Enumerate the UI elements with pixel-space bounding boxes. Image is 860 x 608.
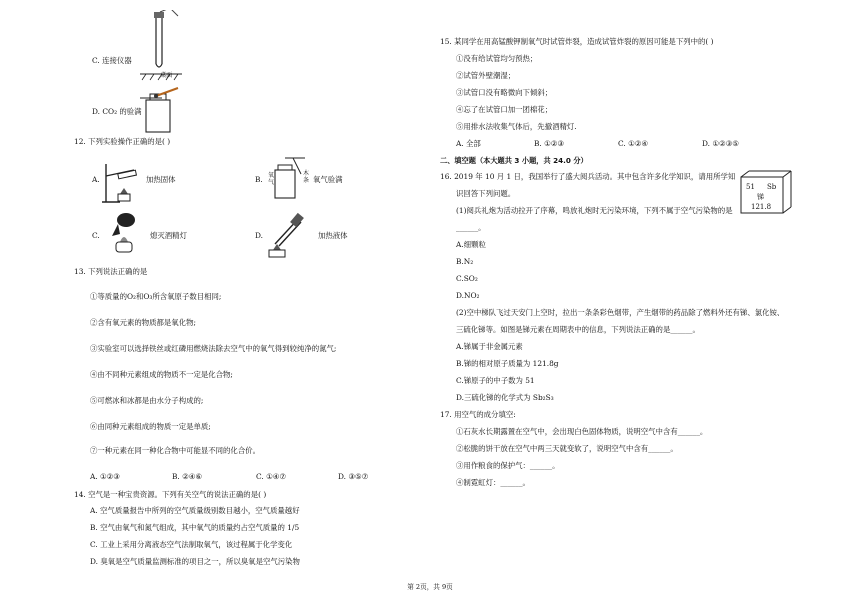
q12d-caption: 加热液体 xyxy=(318,231,348,240)
q13-item-6: ⑥由同种元素组成的物质一定是单质; xyxy=(90,422,211,431)
q17-item-1: ①石灰水长期露置在空气中，会出现白色固体物质，说明空气中含有______。 xyxy=(456,427,708,436)
q12-stem: 12. 下列实验操作正确的是( ) xyxy=(74,137,171,146)
q11c-label: C. 连接仪器 xyxy=(92,56,132,65)
q16-part2: (2)空中梯队飞过天安门上空时，拉出一条条彩色烟带，产生烟带的药品除了燃料外还有锑、氯化铵、 xyxy=(456,308,785,317)
q14-option-b: B. 空气由氧气和氮气组成，其中氧气的质量约占空气质量的 1/5 xyxy=(90,523,300,532)
q14-stem: 14. 空气是一种宝贵资源。下列有关空气的说法正确的是( ) xyxy=(74,490,267,499)
q15-stem: 15. 某同学在用高锰酸钾制氧气时试管炸裂，造成试管炸裂的原因可能是下列中的( ) xyxy=(440,37,714,46)
q16-part2-option-d: D.三硫化锑的化学式为 Sb₂S₃ xyxy=(456,393,554,402)
q15-item-1: ①没有给试管均匀预热； xyxy=(456,54,538,63)
q12d-figure xyxy=(265,210,313,258)
q16-stem: 16. 2019 年 10 月 1 日，我国举行了盛大阅兵活动。其中包含许多化学知识，请用所学知 xyxy=(440,172,736,181)
q12-option-a: A. xyxy=(92,175,100,184)
q16-part1-option-c: C.SO₂ xyxy=(456,274,478,283)
q15-item-2: ②试管外壁潮湿； xyxy=(456,71,516,80)
q14-option-a: A. 空气质量报告中所列的空气质量级别数目越小，空气质量越好 xyxy=(90,506,300,515)
q13-option-c: C. ①④⑦ xyxy=(256,472,286,481)
q12a-caption: 加热固体 xyxy=(146,175,176,184)
q13-item-2: ②含有氧元素的物质都是氧化物; xyxy=(90,318,196,327)
q16-part2-option-b: B.锑的相对原子质量为 121.8g xyxy=(456,359,559,368)
q15-item-5: ⑤用排水法收集气体后，先撤酒精灯. xyxy=(456,122,577,131)
element-number: 51 xyxy=(746,183,755,191)
element-symbol: Sb xyxy=(767,183,777,191)
q17-item-4: ④制霓虹灯：______。 xyxy=(456,478,530,487)
q15-item-4: ④忘了在试管口加一团棉花； xyxy=(456,105,553,114)
q11c-table-label: 桌面 xyxy=(160,72,173,79)
q15-option-d: D. ①②③⑤ xyxy=(702,139,739,148)
q13-option-d: D. ③⑤⑦ xyxy=(338,472,369,481)
q11d-figure xyxy=(136,86,182,134)
q17-item-3: ③用作粮食的保护气：______。 xyxy=(456,461,560,470)
q16-part1: (1)阅兵礼炮为活动拉开了序幕，鸣放礼炮时无污染环境，下列不属于空气污染物的是 xyxy=(456,206,733,215)
q13-option-b: B. ②④⑥ xyxy=(172,472,203,481)
q14-option-c: C. 工业上采用分离液态空气法制取氧气，该过程属于化学变化 xyxy=(90,540,293,549)
q16-stem-cont: 识回答下列问题。 xyxy=(456,189,516,198)
q12c-caption: 熄灭酒精灯 xyxy=(150,231,187,240)
q16-part1-option-b: B.N₂ xyxy=(456,257,474,266)
q15-option-b: B. ①②③ xyxy=(534,139,565,148)
q13-stem: 13. 下列说法正确的是 xyxy=(74,267,148,276)
q11d-label: D. CO₂ 的验满 xyxy=(92,107,142,116)
q16-part1-option-a: A.细颗粒 xyxy=(456,240,486,249)
q12b-label2: 木条 xyxy=(303,170,310,184)
q16-part1-option-d: D.NO₂ xyxy=(456,291,480,300)
q14-option-d: D. 臭氧是空气质量监测标准的项目之一，所以臭氧是空气污染物 xyxy=(90,557,300,566)
q16-part2-option-c: C.锑原子的中子数为 51 xyxy=(456,376,535,385)
q15-option-a: A. 全部 xyxy=(456,139,481,148)
q12-option-d: D. xyxy=(255,231,264,240)
q13-item-4: ④由不同种元素组成的物质不一定是化合物; xyxy=(90,370,233,379)
q15-option-c: C. ①②④ xyxy=(618,139,648,148)
q12a-figure xyxy=(100,160,140,204)
q13-item-5: ⑤可燃冰和冰都是由水分子构成的; xyxy=(90,396,204,405)
q17-stem: 17. 用空气的成分填空: xyxy=(440,410,516,419)
element-mass: 121.8 xyxy=(751,203,772,211)
section-heading-fill-in: 二、填空题（本大题共 3 小题，共 24.0 分） xyxy=(440,156,588,165)
q13-item-7: ⑦一种元素在同一种化合物中可能显不同的化合价。 xyxy=(90,446,260,455)
page-footer: 第 2页，共 9页 xyxy=(407,583,453,591)
q12-option-c: C. xyxy=(92,231,100,240)
q12c-figure xyxy=(106,210,142,256)
q13-item-3: ③实验室可以选择铁丝或红磷用燃烧法除去空气中的氧气得到较纯净的氮气; xyxy=(90,344,337,353)
q12-option-b: B. xyxy=(255,175,263,184)
q17-item-2: ②松脆的饼干放在空气中两三天就变软了，说明空气中含有______。 xyxy=(456,444,678,453)
q13-item-1: ①等质量的O₂和O₃所含氧原子数目相同; xyxy=(90,292,222,301)
q13-option-a: A. ①②③ xyxy=(90,472,120,481)
q12b-label1: 氧气 xyxy=(268,172,275,186)
q12b-caption: 氧气验满 xyxy=(313,175,343,184)
q16-part2-option-a: A.锑属于非金属元素 xyxy=(456,342,523,351)
element-name: 锑 xyxy=(757,193,764,201)
q16-part1-blank: ______。 xyxy=(456,223,486,232)
q16-part2-cont: 三硫化锑等。如图是锑元素在周期表中的信息，下列说法正确的是______。 xyxy=(456,325,700,334)
q15-item-3: ③试管口没有略微向下倾斜； xyxy=(456,88,553,97)
